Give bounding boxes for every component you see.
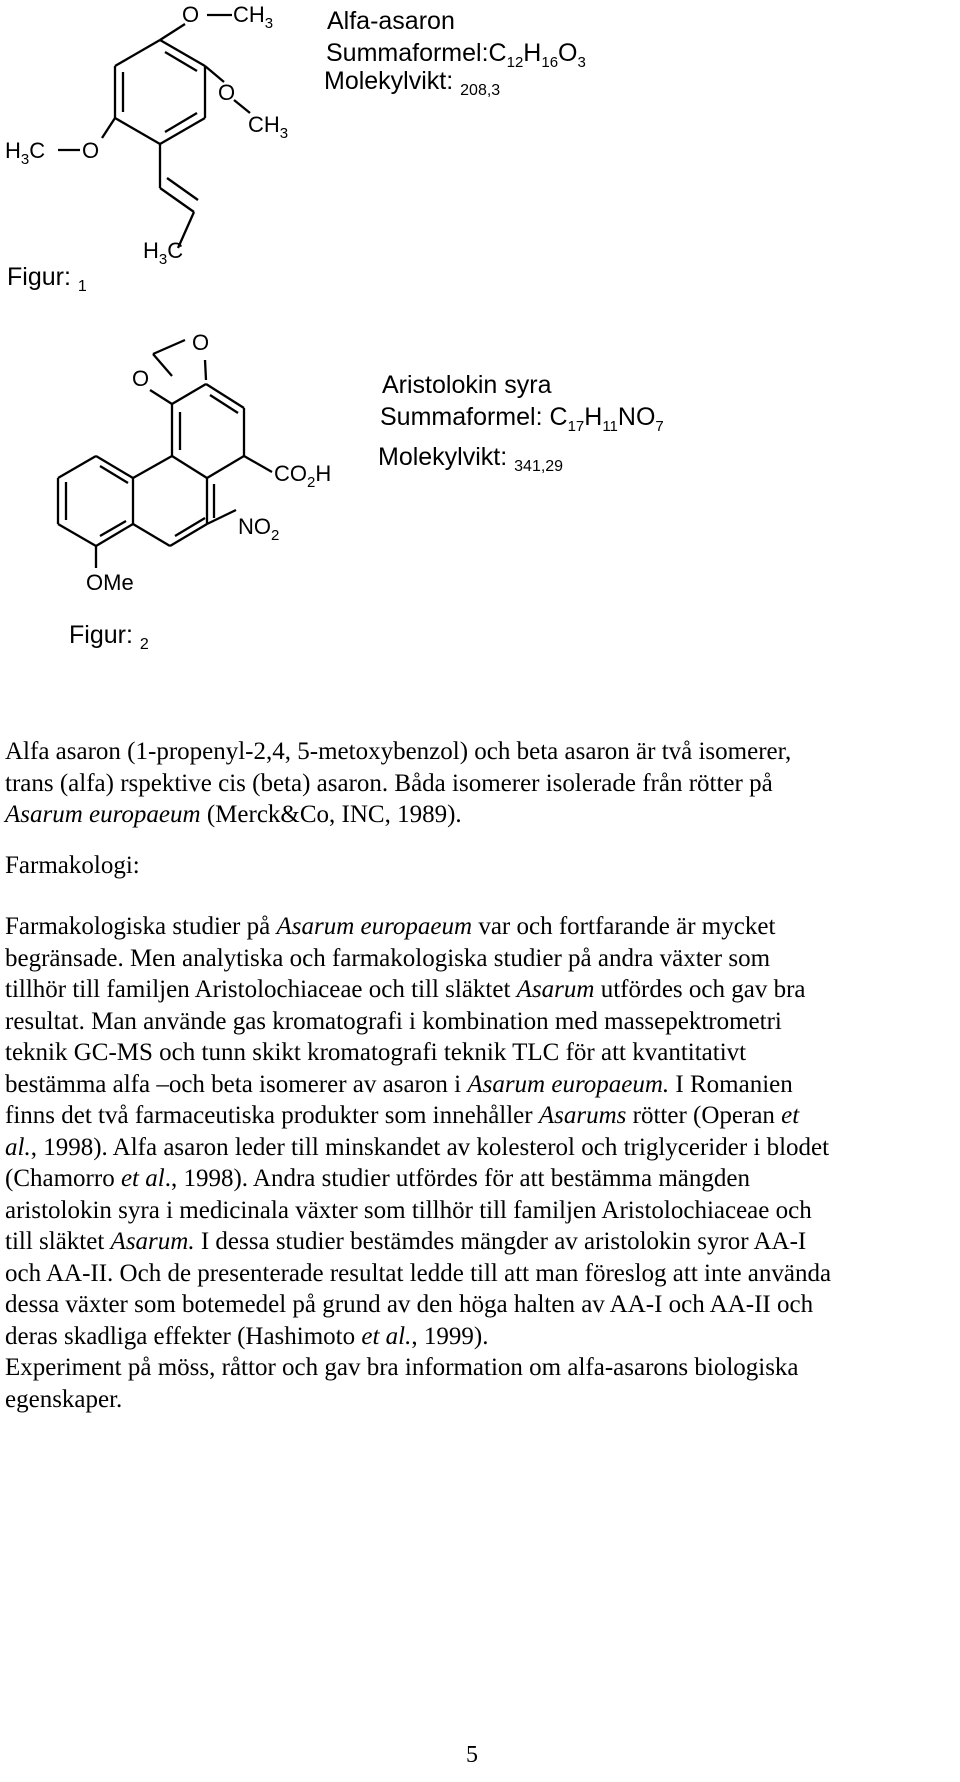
pharma-t2: var och fortfarande är mycket begränsade. Men analytiska och farmakologiska studier på andra växter som tillhör till familjen Aristolochiaceae och till släktet — [5, 913, 776, 1003]
fig2-mw — [378, 442, 563, 482]
fig1-formula-c-n: 12 — [506, 54, 524, 71]
pharma-paragraph — [5, 911, 833, 1415]
fig1-ch3-top-sub: 3 — [264, 15, 274, 32]
fig1-compound-name: Alfa-asaron — [327, 7, 455, 35]
fig2-formula-label: Summaformel: — [380, 403, 543, 431]
intro-paragraph — [5, 736, 825, 831]
fig1-caption-label: Figur: — [7, 263, 71, 291]
pharma-i8: et al. — [361, 1322, 412, 1350]
pharma-t6: , 1998). Alfa asaron leder till minskandet av kolesterol och triglycerider i blodet (Chamorro — [5, 1133, 830, 1192]
fig1-atom-ch3-top — [233, 2, 273, 32]
fig2-formula-c: C — [549, 403, 568, 431]
fig1-mw-value: 208,3 — [460, 82, 501, 99]
fig2-atom-no2 — [238, 514, 279, 544]
fig1-formula-h: H — [523, 39, 542, 67]
pharma-i7: Asarum. — [110, 1228, 195, 1255]
fig2-formula-no: NO — [617, 403, 656, 431]
fig1-h3c-bottom-h: H — [143, 238, 159, 263]
fig1-mw-label: Molekylvikt: — [324, 67, 454, 95]
fig1-atom-o-top: O — [182, 2, 200, 27]
fig1-formula-h-n: 16 — [541, 54, 559, 71]
pharma-t9: , 1999). — [411, 1322, 489, 1350]
fig1-formula-o-n: 3 — [577, 54, 586, 71]
fig2-formula-c-n: 17 — [567, 418, 585, 435]
fig1-formula-o: O — [558, 39, 578, 67]
fig2-caption-num: 2 — [139, 636, 149, 653]
fig1-h3c-bottom-c: C — [167, 238, 184, 263]
fig1-ch3-right-c: CH — [248, 112, 280, 137]
fig1-caption-num: 1 — [77, 278, 87, 295]
pharma-i3: Asarum europaeum. — [467, 1070, 670, 1098]
fig1-formula-label: Summaformel: — [326, 39, 489, 67]
fig2-mw-value: 341,29 — [514, 458, 564, 475]
fig1-atom-o-right: O — [218, 80, 236, 105]
fig1-h3c-bottom-sub: 3 — [158, 251, 168, 268]
pharma-t3: utfördes och gav bra resultat. Man använde gas kromatografi i kombination med massepektrometri teknik GC-MS och tunn skikt kromatografi teknik TLC för att kvantitativt bestämma alfa –och beta isomerer av asaron i — [5, 976, 806, 1098]
fig2-co2h-h: H — [315, 461, 332, 486]
fig1-ch3-right-sub: 3 — [279, 125, 289, 142]
fig2-caption-label: Figur: — [69, 621, 133, 649]
fig1-ch3-top-c: CH — [233, 2, 265, 27]
pharma-i6: et al — [120, 1165, 165, 1192]
fig2-atom-co2h — [274, 461, 331, 491]
fig2-formula-h: H — [584, 403, 603, 431]
fig1-h3c-left-c: C — [29, 138, 46, 163]
pharma-i1: Asarum europaeum — [276, 913, 473, 940]
closing-text: Experiment på möss, råttor och gav bra information om alfa-asarons biologiska egenskaper. — [5, 1354, 799, 1413]
fig2-formula-h-n: 11 — [602, 418, 618, 435]
fig1-mw — [324, 66, 500, 106]
pharma-i4: Asarums — [538, 1102, 627, 1129]
fig2-formula-o-n: 7 — [655, 418, 664, 435]
fig1-caption — [7, 262, 87, 302]
fig2-co2h-sub: 2 — [307, 474, 316, 491]
pharma-i5: et al. — [5, 1102, 800, 1161]
section-heading-farmakologi: Farmakologi: — [5, 852, 140, 879]
pharma-t4: I Romanien finns det två farmaceutiska produkter som innehåller — [5, 1070, 793, 1129]
fig1-atom-h3c-bottom — [143, 238, 183, 268]
fig2-atom-ome: OMe — [86, 570, 134, 595]
fig2-atom-o-left: O — [132, 366, 150, 391]
pharma-text — [5, 911, 833, 1352]
intro-text-2: (Merck&Co, INC, 1989). — [200, 801, 462, 828]
fig1-atom-o-left: O — [82, 138, 100, 163]
fig1-h3c-left-sub: 3 — [20, 151, 30, 168]
intro-text — [5, 736, 825, 831]
pharma-i2: Asarum — [516, 976, 595, 1003]
fig1-formula-c: C — [488, 39, 507, 67]
fig2-caption — [69, 620, 149, 660]
fig1-atom-h3c-left — [5, 138, 45, 168]
fig2-formula — [380, 402, 664, 442]
pharma-t1: Farmakologiska studier på — [5, 913, 277, 940]
fig1-h3c-left-h: H — [5, 138, 21, 163]
fig2-atom-o-top: O — [192, 330, 210, 355]
pharma-t5: rötter (Operan — [626, 1102, 782, 1129]
fig2-no2-no: NO — [238, 514, 271, 539]
fig2-no2-sub: 2 — [271, 527, 280, 544]
intro-species: Asarum europaeum — [5, 801, 201, 828]
pharma-t7: ., 1998). Andra studier utfördes för att bestämma mängden aristolokin syra i medicinala växter som tillhör till familjen Aristolochiaceae och till släktet — [5, 1165, 812, 1255]
fig2-mw-label: Molekylvikt: — [378, 443, 508, 471]
pharma-t8: I dessa studier bestämdes mängder av aristolokin syror AA-I och AA-II. Och de presenterade resultat ledde till att man föreslog att inte använda dessa växter som botemedel på grund av den höga halten av AA-I och AA-II och deras skadliga effekter (Hashimoto — [5, 1228, 832, 1350]
intro-text-1: Alfa asaron (1-propenyl-2,4, 5-metoxybenzol) och beta asaron är två isomerer, trans (alfa) rspektive cis (beta) asaron. Båda isomerer isolerade från rötter på — [5, 738, 792, 797]
fig2-compound-name: Aristolokin syra — [382, 371, 552, 399]
page-number: 5 — [466, 1742, 478, 1768]
fig2-co2h-co: CO — [274, 461, 307, 486]
fig1-atom-ch3-right — [248, 112, 288, 142]
